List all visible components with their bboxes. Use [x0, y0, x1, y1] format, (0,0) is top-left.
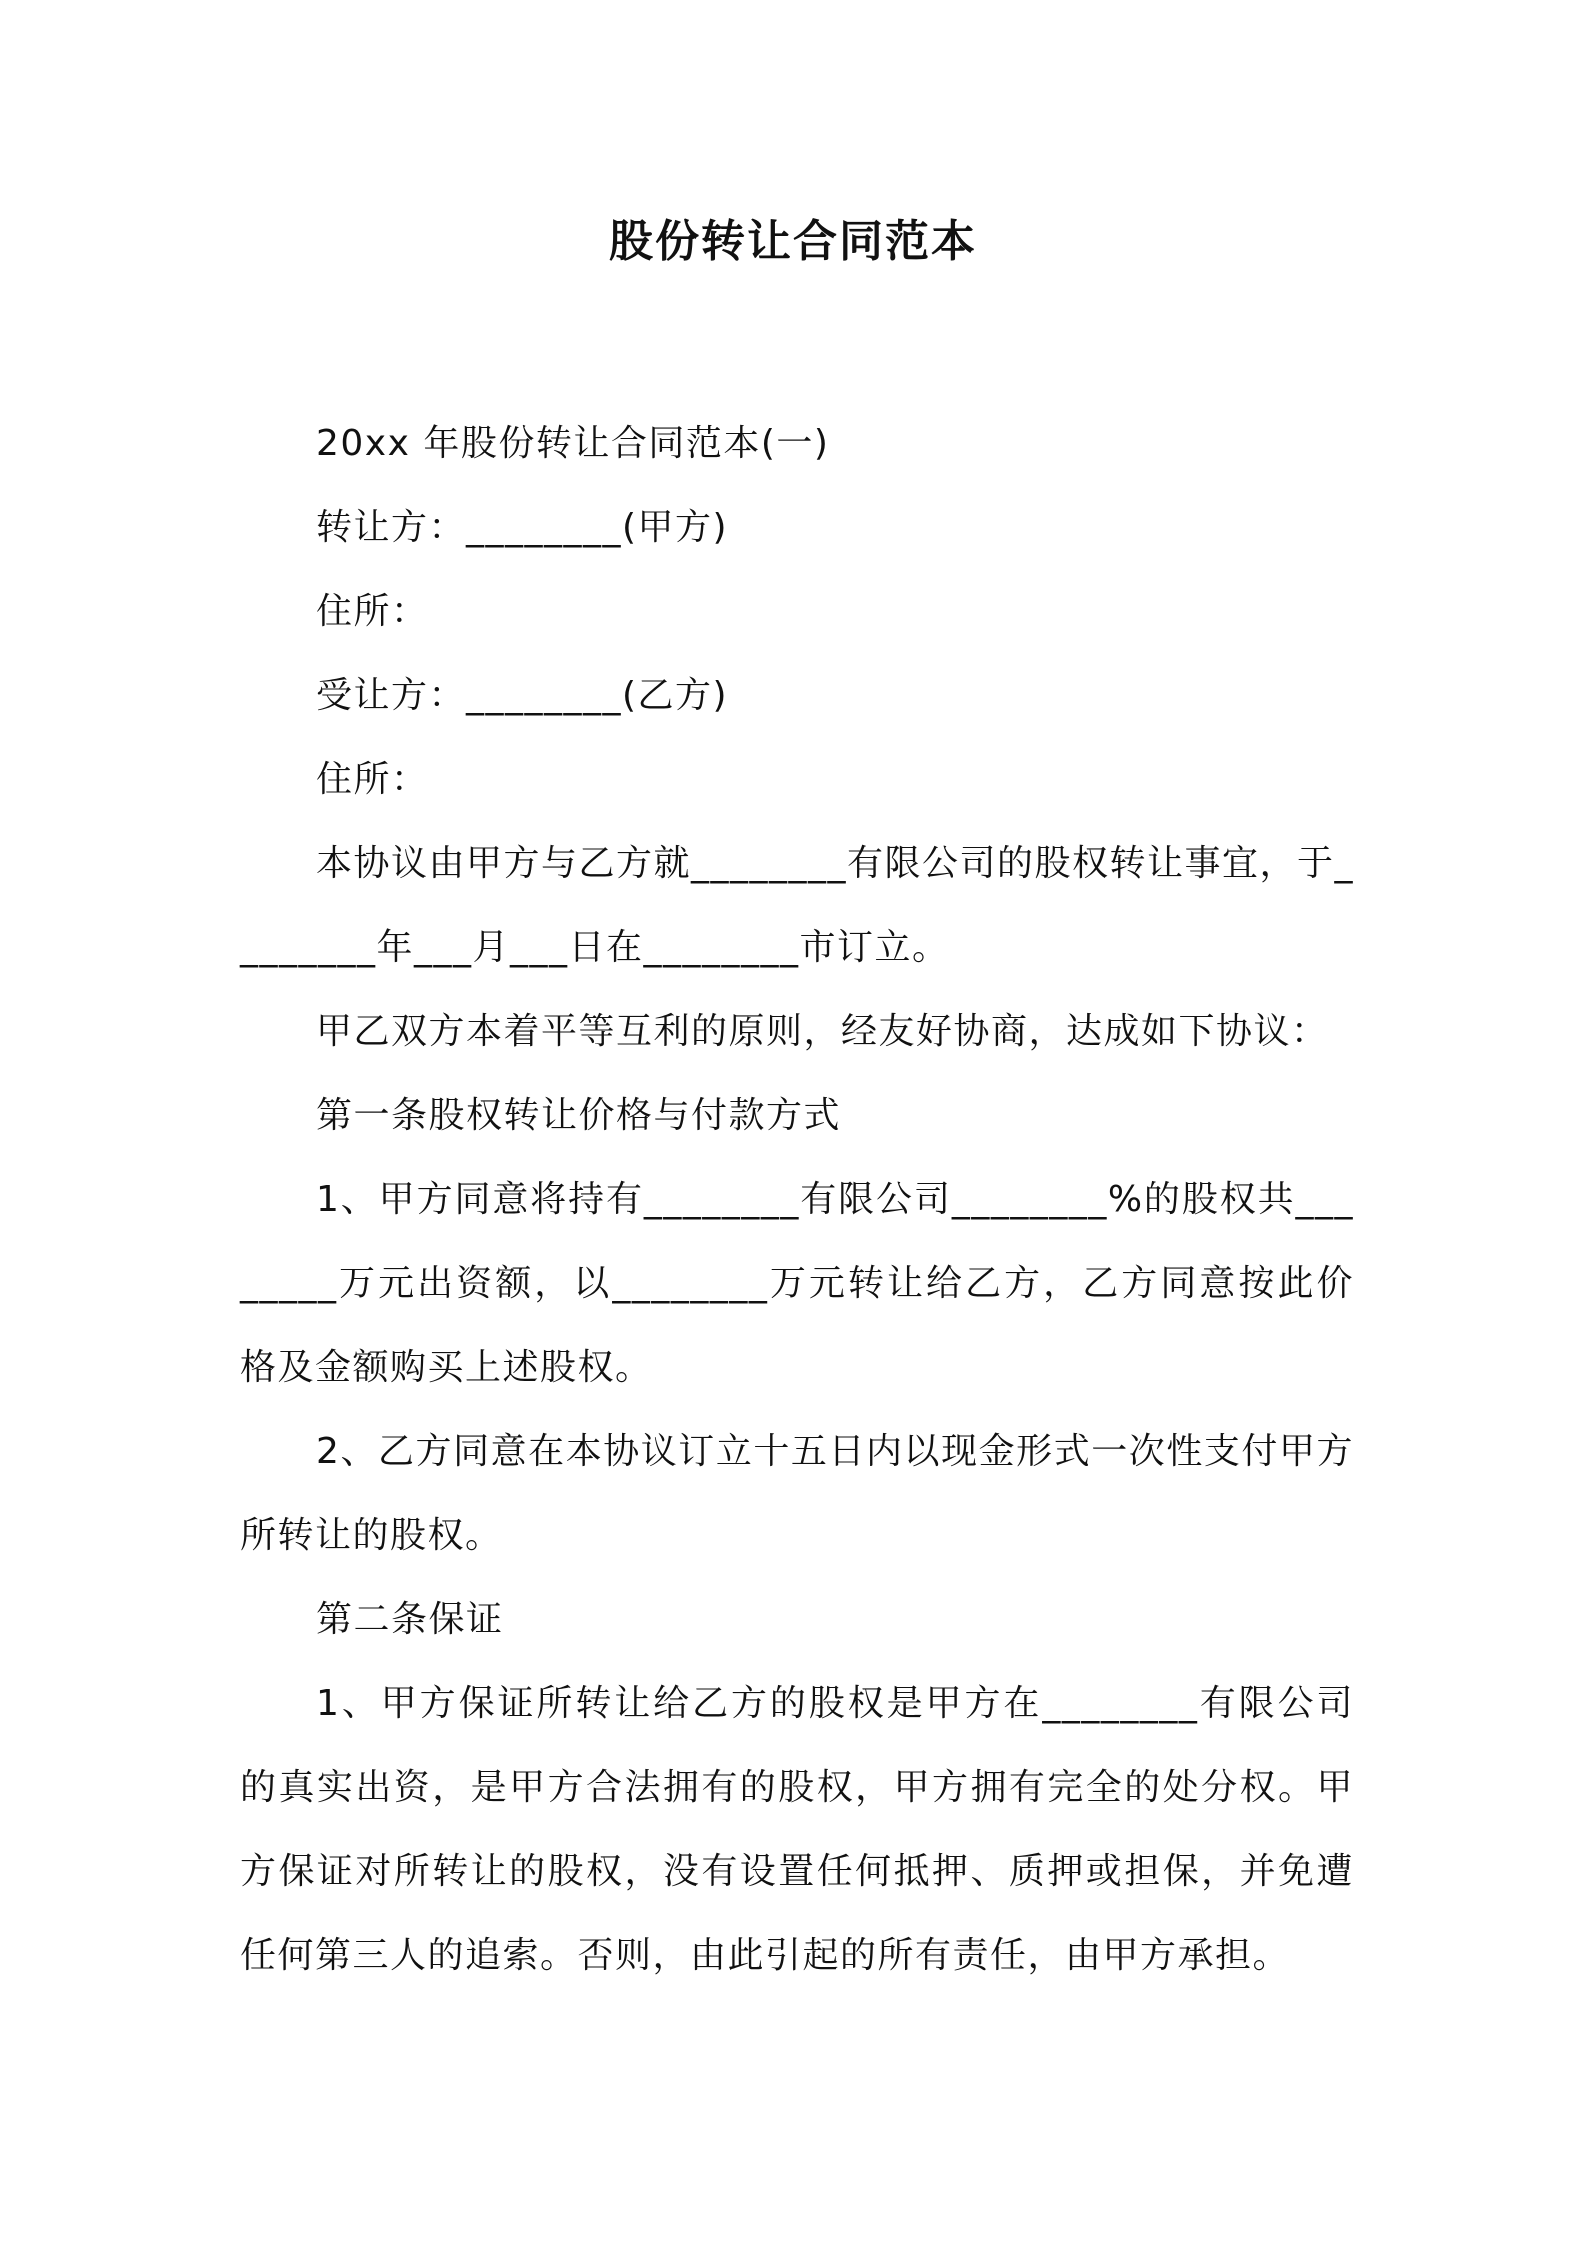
transferor-line: 转让方：________(甲方) [316, 507, 729, 548]
agreement-intro: 本协议由甲方与乙方就________有限公司的股权转让事宜，于________年___月___日在________市订立。 [240, 843, 1355, 968]
article-one-clause-1: 1、甲方同意将持有________有限公司________%的股权共________万元出资额，以________万元转让给乙方，乙方同意按此价格及金额购买上述股权。 [240, 1179, 1354, 1388]
contract-heading: 20xx 年股份转让合同范本(一) [316, 423, 830, 464]
agreement-principle: 甲乙双方本着平等互利的原则，经友好协商，达成如下协议： [316, 1011, 1329, 1052]
transferee-address: 住所： [316, 759, 429, 800]
article-one-clause-2: 2、乙方同意在本协议订立十五日内以现金形式一次性支付甲方所转让的股权。 [240, 1431, 1354, 1556]
transferee-line: 受让方：________(乙方) [316, 675, 729, 716]
article-two-clause-1: 1、甲方保证所转让给乙方的股权是甲方在________有限公司的真实出资，是甲方合法拥有的股权，甲方拥有完全的处分权。甲方保证对所转让的股权，没有设置任何抵押、质押或担保，并免遭任何第三人的追索。否则，由此引起的所有责任，由甲方承担。 [240, 1683, 1354, 1976]
transferor-address: 住所： [316, 591, 429, 632]
document-body [240, 402, 1354, 1998]
article-two-heading: 第二条保证 [316, 1599, 504, 1640]
article-one-heading: 第一条股权转让价格与付款方式 [316, 1095, 842, 1136]
document-title: 股份转让合同范本 [609, 216, 977, 267]
